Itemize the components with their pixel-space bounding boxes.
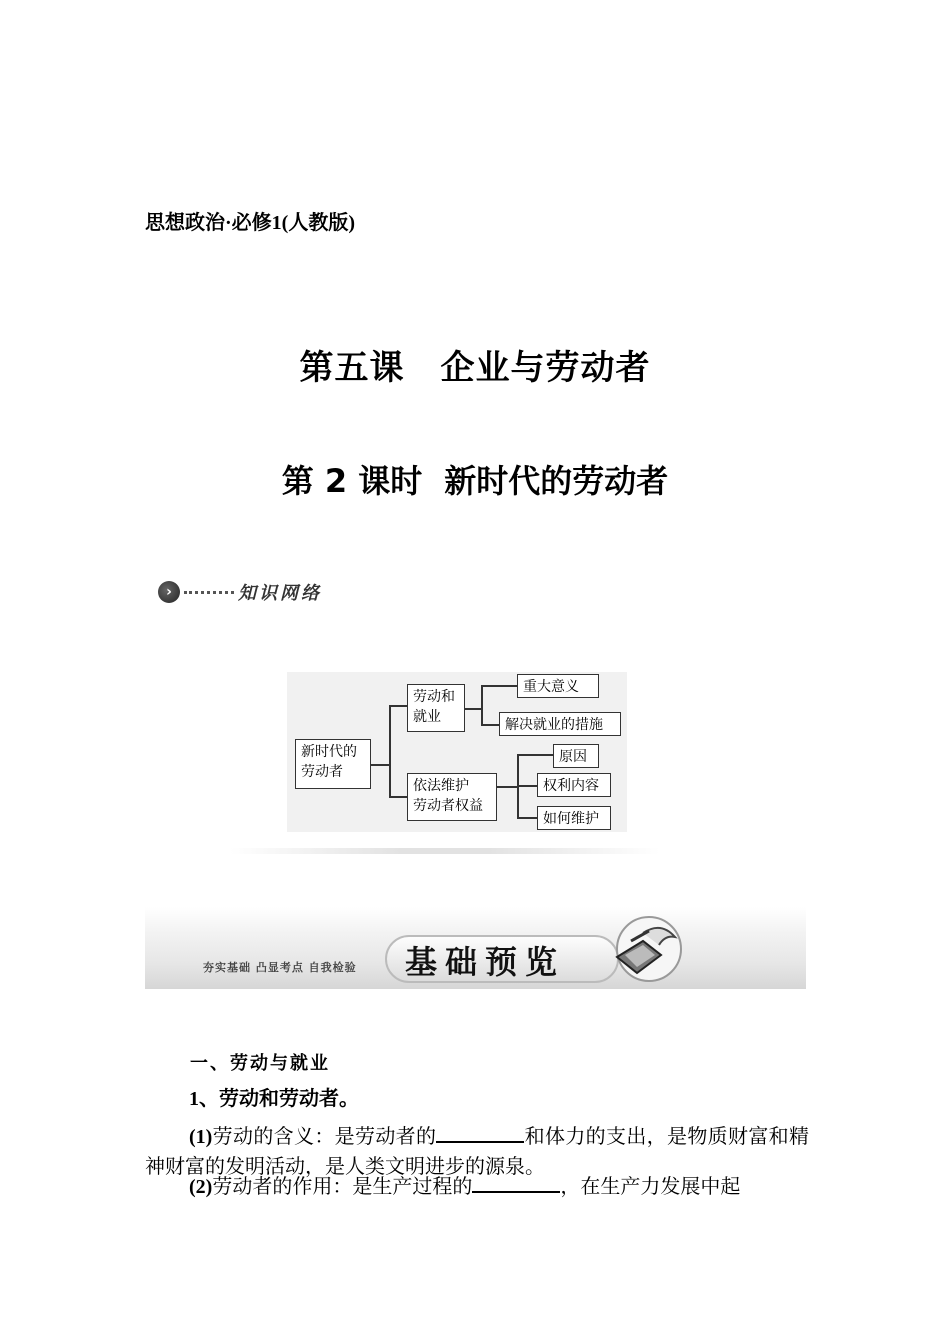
connector <box>481 724 499 726</box>
connector <box>497 786 517 788</box>
connector <box>481 685 517 687</box>
period-title <box>0 456 950 502</box>
para-2-text-b: ，在生产力发展中起 <box>560 1174 741 1198</box>
lesson-title <box>0 340 950 389</box>
period-number: 第 2 课时 <box>281 462 423 500</box>
mindmap-shadow <box>230 848 660 854</box>
fill-blank-1[interactable] <box>436 1123 524 1143</box>
book-scroll-icon <box>603 911 683 987</box>
mindmap-leaf-measures: 解决就业的措施 <box>499 712 621 736</box>
connector <box>517 817 537 819</box>
connector <box>517 754 553 756</box>
lesson-name: 企业与劳动者 <box>440 348 651 388</box>
para-2-text-a: 劳动者的作用：是生产过程的 <box>212 1174 473 1198</box>
mindmap-root: 新时代的 劳动者 <box>295 739 371 789</box>
banner-title: 基础预览 <box>405 943 566 981</box>
period-name: 新时代的劳动者 <box>444 462 669 500</box>
lesson-number: 第五课 <box>299 348 405 388</box>
mindmap-leaf-significance: 重大意义 <box>517 674 599 698</box>
connector <box>389 705 391 797</box>
fill-blank-2[interactable] <box>472 1173 560 1193</box>
mindmap-leaf-how-protect: 如何维护 <box>537 806 611 830</box>
paragraph-labor-role <box>145 1172 809 1202</box>
mindmap-branch-employment: 劳动和 就业 <box>407 684 465 732</box>
knowledge-mindmap <box>287 672 627 832</box>
item-1-text: 1、劳动和劳动者。 <box>189 1088 359 1110</box>
mindmap-leaf-reason: 原因 <box>553 744 599 768</box>
para-2-prefix: (2) <box>189 1176 213 1198</box>
para-1-prefix: (1) <box>189 1126 213 1148</box>
connector <box>371 764 389 766</box>
para-1-text-b: 和体力的支出，是物质财富和精神财富的发明活动，是人类文明进步的源泉。 <box>145 1124 810 1178</box>
course-header: 思想政治·必修1(人教版) <box>145 212 355 234</box>
item-1 <box>145 1084 809 1114</box>
mindmap-leaf-rights-content: 权利内容 <box>537 773 611 797</box>
basics-preview-banner <box>145 907 806 989</box>
connector <box>481 685 483 725</box>
banner-subtitle: 夯实基础 凸显考点 自我检验 <box>203 961 357 974</box>
connector <box>389 705 407 707</box>
knowledge-network-label: 知识网络 <box>238 583 322 604</box>
knowledge-network-badge <box>158 578 322 606</box>
connector <box>517 785 537 787</box>
section-heading: 一、劳动与就业 <box>190 1053 330 1074</box>
connector <box>389 796 407 798</box>
dotted-divider <box>184 591 234 594</box>
mindmap-branch-rights: 依法维护 劳动者权益 <box>407 773 497 821</box>
connector <box>465 708 481 710</box>
arrow-right-icon: › <box>158 581 180 603</box>
para-1-text-a: 劳动的含义：是劳动者的 <box>212 1124 437 1148</box>
